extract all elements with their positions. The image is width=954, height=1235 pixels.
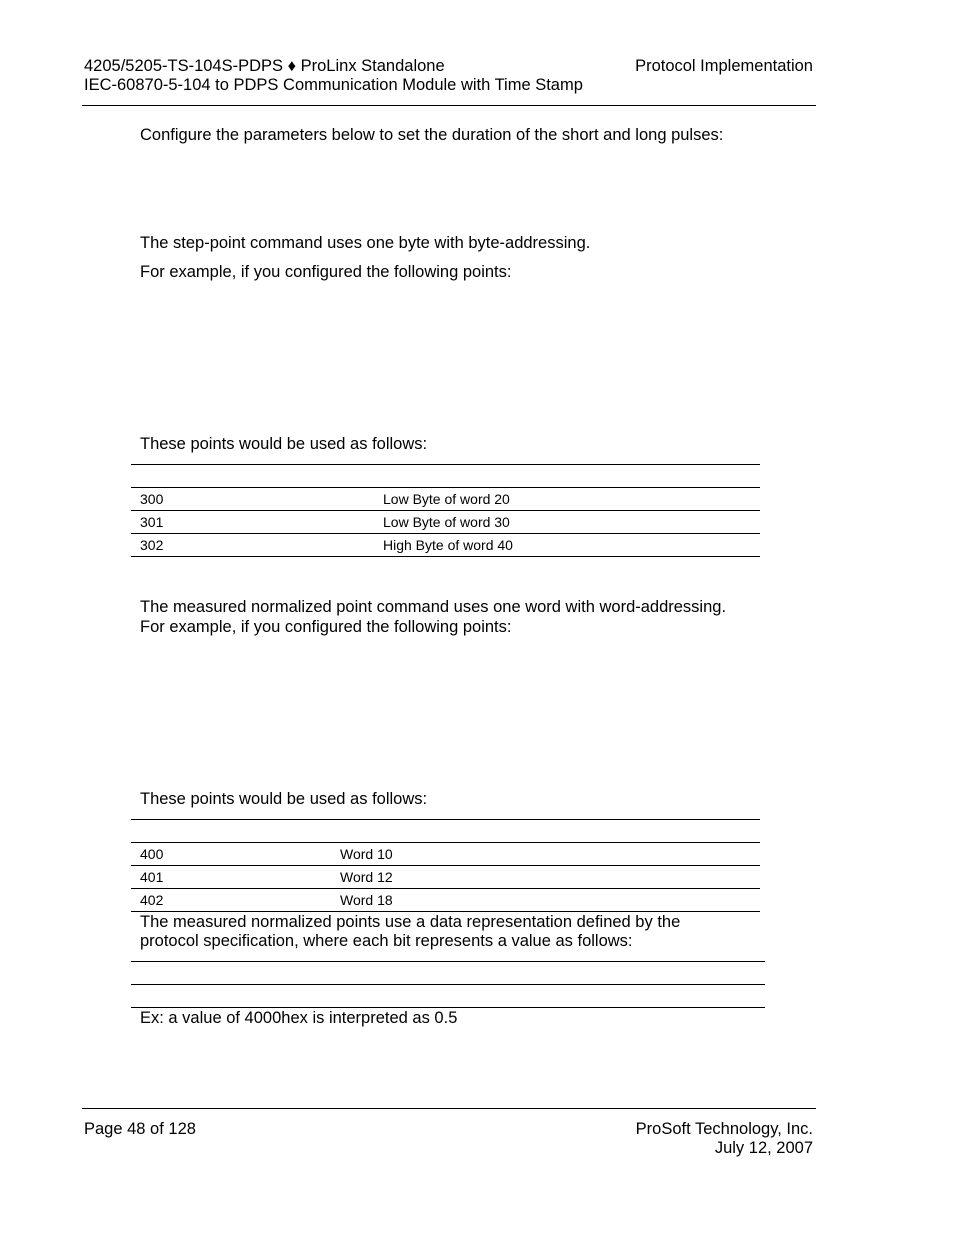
paragraph-example-value: Ex: a value of 4000hex is interpreted as 0.5 [140,1009,458,1027]
table-row [131,888,760,912]
table-row [131,487,760,511]
paragraph-normalized-1: The measured normalized point command uses one word with word-addressing. [140,598,727,616]
step-point-table [131,464,760,558]
normalized-point-table [131,819,760,913]
table-row [131,510,760,534]
paragraph-data-representation-1: The measured normalized points use a data representation defined by the [140,913,681,931]
paragraph-normalized-2: For example, if you configured the following points: [140,618,512,636]
footer-page-number: Page 48 of 128 [84,1120,196,1138]
header-title-line1: 4205/5205-TS-104S-PDPS ♦ ProLinx Standalone [84,57,445,75]
paragraph-points-used-2: These points would be used as follows: [140,790,428,808]
paragraph-points-used-1: These points would be used as follows: [140,435,428,453]
footer-date: July 12, 2007 [714,1139,813,1157]
table-row [131,533,760,557]
table-cell-use: Word 10 [340,846,393,862]
footer-company: ProSoft Technology, Inc. [635,1120,813,1138]
table-cell-point: 300 [140,491,164,507]
table-cell-use: High Byte of word 40 [383,537,513,553]
paragraph-step-point: The step-point command uses one byte with byte-addressing. [140,234,591,252]
table-cell-use: Low Byte of word 30 [383,514,510,530]
bit-table-rule-middle [131,984,765,985]
table-row [131,865,760,889]
table-cell-use: Word 12 [340,869,393,885]
header-rule [82,105,816,106]
table-cell-use: Word 18 [340,892,393,908]
table-cell-point: 301 [140,514,164,530]
table-cell-point: 302 [140,537,164,553]
paragraph-pulse-duration: Configure the parameters below to set the duration of the short and long pulses: [140,126,724,144]
table-header-row [131,819,760,843]
footer-rule [82,1108,816,1109]
table-cell-point: 401 [140,869,164,885]
table-cell-use: Low Byte of word 20 [383,491,510,507]
header-title-line2: IEC-60870-5-104 to PDPS Communication Module with Time Stamp [84,76,583,94]
header-section: Protocol Implementation [635,57,813,75]
table-row [131,842,760,866]
bit-table-rule-top [131,961,765,962]
table-cell-point: 402 [140,892,164,908]
table-header-row [131,464,760,488]
paragraph-data-representation-2: protocol specification, where each bit represents a value as follows: [140,932,633,950]
table-cell-point: 400 [140,846,164,862]
paragraph-example-1: For example, if you configured the following points: [140,263,512,281]
